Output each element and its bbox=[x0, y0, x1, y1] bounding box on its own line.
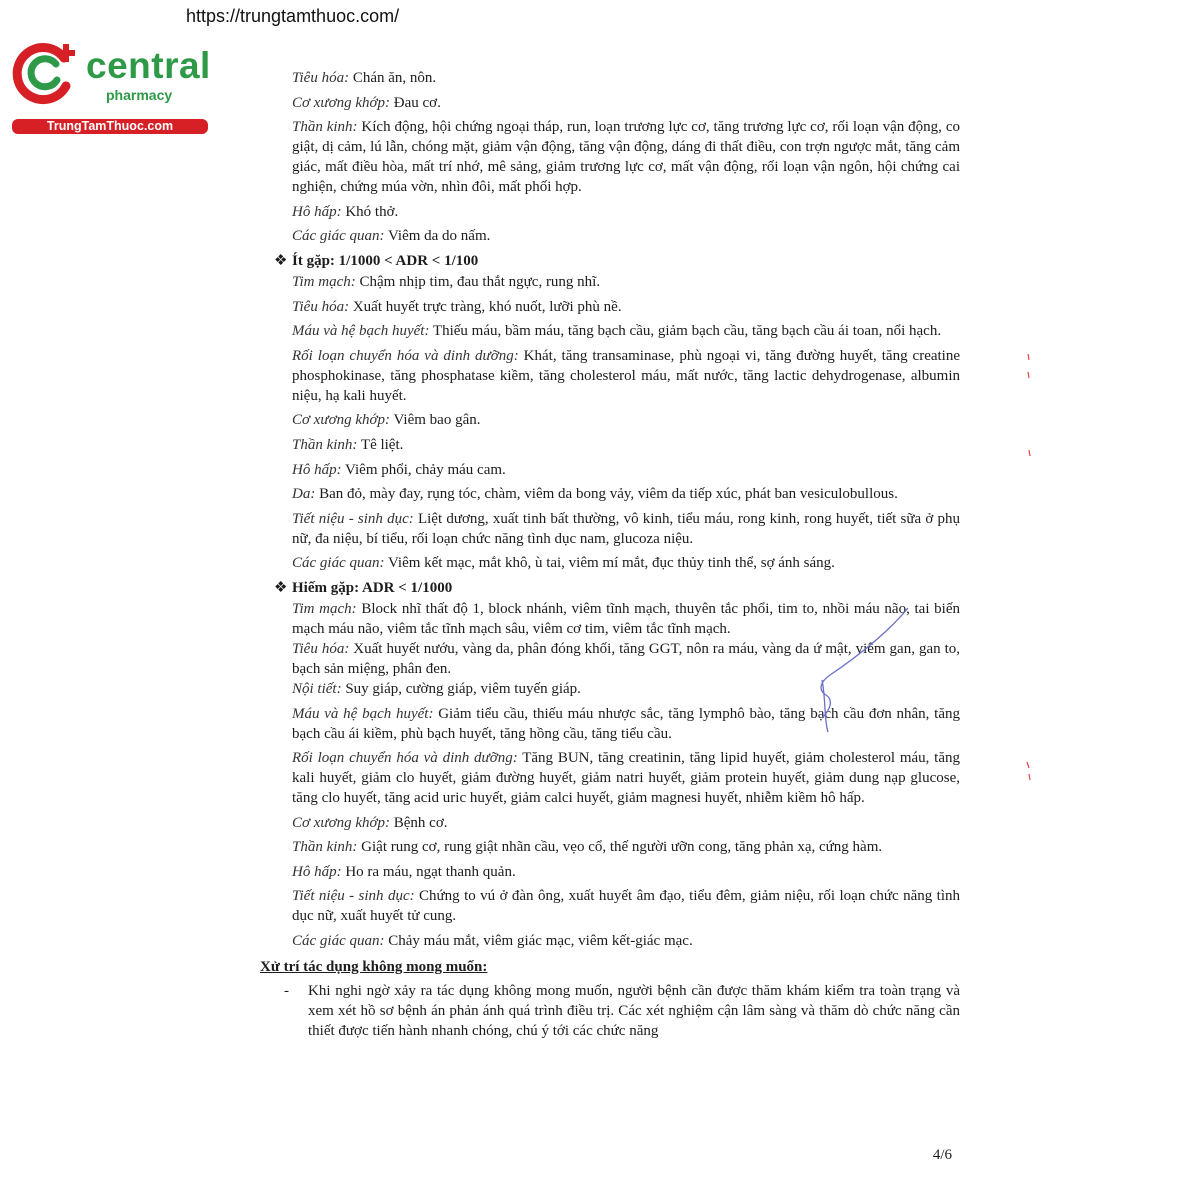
document-body bbox=[260, 68, 961, 1041]
effect-line: Hô hấp: Khó thở. bbox=[292, 203, 399, 220]
effect-line: Thần kinh: Giật rung cơ, rung giật nhãn cầu, vẹo cổ, thế người ưỡn cong, tăng phản xạ, cứng hàm. bbox=[292, 839, 883, 856]
effect-line: Máu và hệ bạch huyết: Giảm tiểu cầu, thiếu máu nhược sắc, tăng lymphô bào, tăng bạch cầu đơn nhân, tăng bạch cầu ái kiềm, phù bạch huyết, tăng hồng cầu, tăng tiểu cầu. bbox=[292, 705, 960, 742]
source-url[interactable]: https://trungtamthuoc.com/ bbox=[186, 6, 400, 26]
margin-marks-icon bbox=[1020, 350, 1040, 790]
effect-line: Thần kinh: Kích động, hội chứng ngoại tháp, run, loạn trương lực cơ, tăng trương lực cơ, rối loạn vận động, co giật, dị cảm, lú lẫn, chóng mặt, giảm vận động, tăng vận động, dáng đi thất điều, con trợn ngược mắt, tăng cảm giác, mất điều hòa, mất trí nhớ, mê sảng, giảm trương lực cơ, mất vận động, rối loạn vận ngôn, hội chứng cai nghiện, chứng múa vờn, nhìn đôi, mất phối hợp. bbox=[292, 119, 960, 196]
brand-subtitle: pharmacy bbox=[106, 87, 173, 103]
frequency-heading: ❖ Ít gặp: 1/1000 < ADR < 1/100 bbox=[274, 252, 479, 269]
diamond-bullet-icon: ❖ bbox=[274, 252, 288, 269]
effect-line: Tiết niệu - sinh dục: Liệt dương, xuất tinh bất thường, vô kinh, tiểu máu, rong kinh, rong huyết, tiết sữa ở phụ nữ, đa niệu, bí tiểu, rối loạn chức năng tình dục nam, glucoza niệu. bbox=[292, 510, 960, 547]
dash-bullet-icon: - bbox=[284, 983, 289, 1000]
effect-line: Tiêu hóa: Xuất huyết trực tràng, khó nuốt, lưỡi phù nề. bbox=[292, 298, 622, 315]
frequency-heading: ❖ Hiếm gặp: ADR < 1/1000 bbox=[274, 579, 453, 596]
effect-line: Tiết niệu - sinh dục: Chứng to vú ở đàn ông, xuất huyết âm đạo, tiểu đêm, giảm niệu, rối loạn chức năng tình dục nữ, xuất huyết tử cung. bbox=[292, 888, 960, 925]
page-number: 4/6 bbox=[932, 1147, 952, 1163]
effect-line: Các giác quan: Viêm kết mạc, mắt khô, ù tai, viêm mí mắt, đục thủy tinh thể, sợ ánh sáng. bbox=[292, 555, 835, 572]
effect-line: Rối loạn chuyển hóa và dinh dưỡng: Khát, tăng transaminase, phù ngoại vi, tăng đường huyết, tăng creatine phosphokinase, tăng phosphatase kiềm, tăng cholesterol máu, mất nước, tăng lactic dehydrogenase, albumin niệu, hạ kali huyết. bbox=[292, 347, 961, 404]
brand-name: central bbox=[86, 45, 211, 86]
effect-line: Tim mạch: Chậm nhịp tim, đau thắt ngực, rung nhĩ. bbox=[292, 273, 601, 290]
effect-line: Thần kinh: Tê liệt. bbox=[292, 436, 404, 453]
effect-line: Da: Ban đỏ, mày đay, rụng tóc, chàm, viêm da bong vảy, viêm da tiếp xúc, phát ban vesiculobullous. bbox=[292, 486, 898, 503]
effect-line: Tiêu hóa: Chán ăn, nôn. bbox=[292, 70, 437, 86]
brand-banner: TrungTamThuoc.com bbox=[12, 119, 208, 134]
effect-line: Cơ xương khớp: Viêm bao gân. bbox=[292, 412, 481, 429]
effect-line: Rối loạn chuyển hóa và dinh dưỡng: Tăng BUN, tăng creatinin, tăng lipid huyết, giảm cholesterol máu, tăng kali huyết, giảm clo huyết, giảm đường huyết, giảm natri huyết, giảm protein huyết, giảm dung nạp glucose, tăng clo huyết, tăng acid uric huyết, giảm calci huyết, giảm magnesi huyết, nhiễm kiềm hô hấp. bbox=[292, 750, 961, 807]
effect-line: Các giác quan: Chảy máu mắt, viêm giác mạc, viêm kết-giác mạc. bbox=[292, 933, 693, 950]
diamond-bullet-icon: ❖ bbox=[274, 579, 288, 596]
effect-line: Hô hấp: Ho ra máu, ngạt thanh quản. bbox=[292, 863, 516, 880]
effect-line: Các giác quan: Viêm da do nấm. bbox=[292, 228, 491, 245]
effect-line: Tiêu hóa: Xuất huyết nướu, vàng da, phân đóng khối, tăng GGT, nôn ra máu, vàng da ứ mật, viêm gan, gan to, bạch sản miệng, phân đen. bbox=[292, 640, 960, 677]
brand-logo bbox=[12, 38, 212, 138]
section-title: Xử trí tác dụng không mong muốn: bbox=[260, 959, 488, 976]
cross-c-icon bbox=[12, 38, 82, 108]
effect-line: Tim mạch: Block nhĩ thất độ 1, block nhánh, viêm tĩnh mạch, thuyên tắc phổi, tim to, nhồi máu não, tai biến mạch máu não, viêm tắc tĩnh mạch sâu, viêm cơ tim, viêm tắc tĩnh mạch. bbox=[292, 600, 960, 637]
effect-line: Nội tiết: Suy giáp, cường giáp, viêm tuyến giáp. bbox=[292, 680, 581, 697]
effect-line: Cơ xương khớp: Bệnh cơ. bbox=[292, 814, 448, 831]
list-item: - Khi nghi ngờ xảy ra tác dụng không mong muốn, người bệnh cần được thăm khám kiểm tra toàn trạng và xem xét hồ sơ bệnh án phản ánh quá trình điều trị. Các xét nghiệm cận lâm sàng và thăm dò chức năng cần thiết được tiến hành nhanh chóng, chú ý tới các chức năng bbox=[284, 983, 960, 1040]
effect-line: Cơ xương khớp: Đau cơ. bbox=[292, 94, 441, 111]
signature-scribble-icon bbox=[800, 600, 920, 750]
effect-line: Máu và hệ bạch huyết: Thiếu máu, bầm máu, tăng bạch cầu, giảm bạch cầu, tăng bạch cầu ái toan, nổi hạch. bbox=[292, 323, 942, 340]
effect-line: Hô hấp: Viêm phổi, chảy máu cam. bbox=[292, 461, 506, 478]
